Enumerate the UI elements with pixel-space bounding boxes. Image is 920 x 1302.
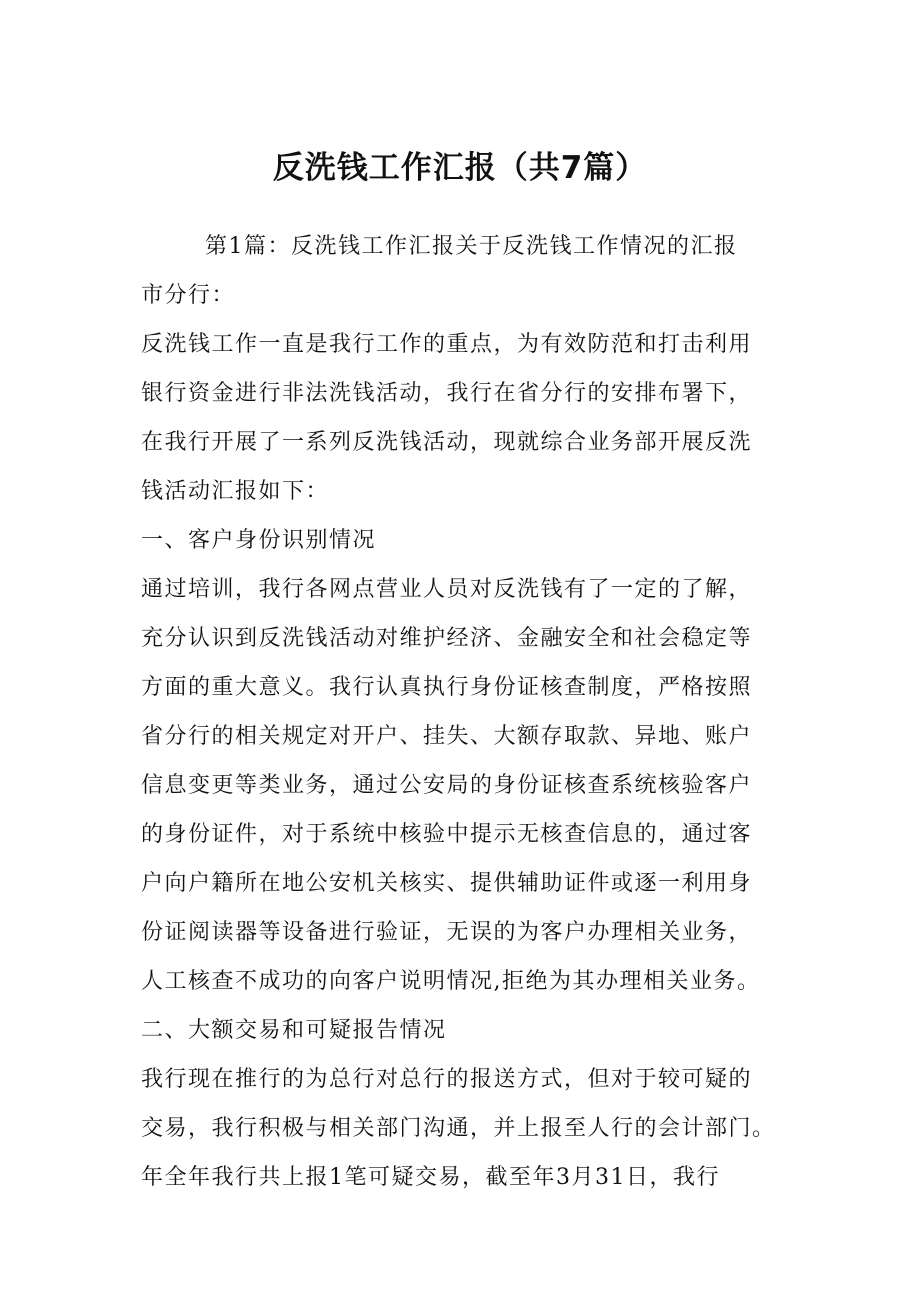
paragraph-line: 信息变更等类业务，通过公安局的身份证核查系统核验客户 [141, 773, 753, 798]
paragraph-line: 的身份证件，对于系统中核验中提示无核查信息的，通过客 [141, 822, 753, 847]
paragraph-line: 充分认识到反洗钱活动对维护经济、金融安全和社会稳定等 [141, 626, 753, 651]
paragraph-line: 反洗钱工作一直是我行工作的重点，为有效防范和打击利用 [141, 332, 753, 357]
paragraph-line: 银行资金进行非法洗钱活动，我行在省分行的安排布署下， [141, 381, 753, 406]
document-body [141, 222, 801, 1202]
paragraph-line: 年全年我行共上报1笔可疑交易，截至年3月31日，我行 [141, 1165, 720, 1190]
salutation-line: 市分行： [141, 283, 236, 308]
paragraph-line: 交易，我行积极与相关部门沟通，并上报至人行的会计部门。 [141, 1116, 776, 1141]
chapter-heading: 第1篇：反洗钱工作汇报关于反洗钱工作情况的汇报 [205, 234, 738, 259]
paragraph-line: 在我行开展了一系列反洗钱活动，现就综合业务部开展反洗 [141, 430, 753, 455]
paragraph-line: 钱活动汇报如下： [141, 479, 330, 504]
paragraph-line: 份证阅读器等设备进行验证，无误的为客户办理相关业务， [141, 920, 753, 945]
document-title: 反洗钱工作汇报（共7篇） [272, 150, 648, 186]
section-heading: 一、客户身份识别情况 [141, 528, 377, 553]
paragraph-line: 方面的重大意义。我行认真执行身份证核查制度，严格按照 [141, 675, 753, 700]
paragraph-line: 省分行的相关规定对开户、挂失、大额存取款、异地、账户 [141, 724, 753, 749]
paragraph-line: 我行现在推行的为总行对总行的报送方式，但对于较可疑的 [141, 1067, 753, 1092]
paragraph-line: 户向户籍所在地公安机关核实、提供辅助证件或逐一利用身 [141, 871, 753, 896]
paragraph-line: 通过培训，我行各网点营业人员对反洗钱有了一定的了解， [141, 577, 753, 602]
section-heading: 二、大额交易和可疑报告情况 [141, 1018, 447, 1043]
paragraph-line: 人工核查不成功的向客户说明情况,拒绝为其办理相关业务。 [141, 969, 761, 994]
